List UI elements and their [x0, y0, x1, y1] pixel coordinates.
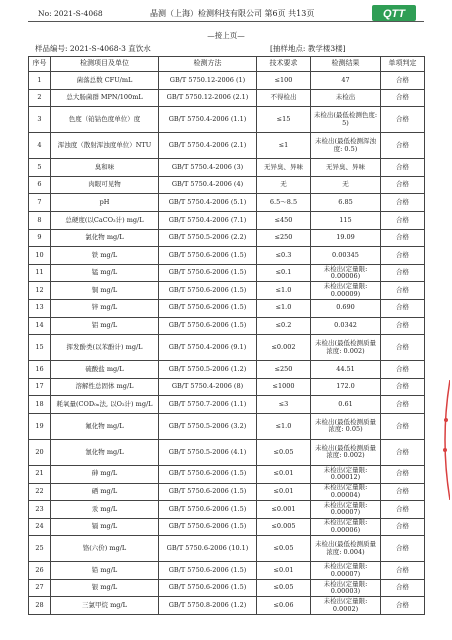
test-method: GB/T 5750.4-2006 (3) — [159, 159, 257, 177]
requirement: ≤0.05 — [257, 579, 311, 597]
header-divider — [28, 21, 424, 22]
row-number: 3 — [29, 107, 51, 133]
test-item: 色度（铂钴色度单位）度 — [51, 107, 159, 133]
test-result: 未检出(最低检测质量浓度: 0.05) — [311, 413, 381, 439]
row-number: 6 — [29, 176, 51, 194]
test-method: GB/T 5750.12-2006 (2.1) — [159, 89, 257, 107]
judgement: 合格 — [381, 211, 425, 229]
test-item: 铁 mg/L — [51, 247, 159, 265]
requirement: 无异臭、异味 — [257, 159, 311, 177]
sample-id: 样品编号: 2021-S-4068-3 直饮水 — [35, 44, 151, 53]
row-number: 23 — [29, 501, 51, 519]
test-method: GB/T 5750.12-2006 (1) — [159, 72, 257, 90]
requirement: ≤0.05 — [257, 439, 311, 465]
table-row — [29, 89, 425, 107]
test-item: 铬(六价) mg/L — [51, 536, 159, 562]
test-result: 未检出(最低检测质量浓度: 0.002) — [311, 439, 381, 465]
row-number: 9 — [29, 229, 51, 247]
test-item: 浑浊度（散射浑浊度单位）NTU — [51, 133, 159, 159]
table-row — [29, 361, 425, 379]
requirement: ≤1.0 — [257, 413, 311, 439]
requirement: ≤250 — [257, 361, 311, 379]
table-row — [29, 483, 425, 501]
test-method: GB/T 5750.4-2006 (8) — [159, 378, 257, 396]
test-result: 无异臭、异味 — [311, 159, 381, 177]
row-number: 28 — [29, 597, 51, 615]
test-method: GB/T 5750.6-2006 (1.5) — [159, 518, 257, 536]
requirement: ≤100 — [257, 72, 311, 90]
test-result: 未检出(最低检测质量浓度: 0.002) — [311, 335, 381, 361]
requirement: ≤450 — [257, 211, 311, 229]
requirement: ≤0.001 — [257, 501, 311, 519]
row-number: 21 — [29, 465, 51, 483]
judgement: 合格 — [381, 361, 425, 379]
requirement: ≤1 — [257, 133, 311, 159]
test-result: 未检出(定量限: 0.00007) — [311, 562, 381, 580]
row-number: 7 — [29, 194, 51, 212]
row-number: 24 — [29, 518, 51, 536]
test-item: 镉 mg/L — [51, 518, 159, 536]
test-method: GB/T 5750.8-2006 (1.2) — [159, 597, 257, 615]
row-number: 27 — [29, 579, 51, 597]
test-method: GB/T 5750.6-2006 (1.5) — [159, 299, 257, 317]
test-item: 铜 mg/L — [51, 282, 159, 300]
test-method: GB/T 5750.7-2006 (1.1) — [159, 396, 257, 414]
test-method: GB/T 5750.6-2006 (1.5) — [159, 317, 257, 335]
judgement: 合格 — [381, 299, 425, 317]
table-row — [29, 579, 425, 597]
requirement: ≤0.01 — [257, 483, 311, 501]
row-number: 8 — [29, 211, 51, 229]
test-method: GB/T 5750.4-2006 (5.1) — [159, 194, 257, 212]
test-method: GB/T 5750.6-2006 (1.5) — [159, 579, 257, 597]
row-number: 2 — [29, 89, 51, 107]
test-method: GB/T 5750.4-2006 (1.1) — [159, 107, 257, 133]
judgement: 合格 — [381, 597, 425, 615]
table-row — [29, 439, 425, 465]
test-method: GB/T 5750.4-2006 (7.1) — [159, 211, 257, 229]
company-logo — [372, 5, 416, 21]
test-item: 银 mg/L — [51, 579, 159, 597]
test-item: 挥发酚类(以苯酚计) mg/L — [51, 335, 159, 361]
test-item: 溶解性总固体 mg/L — [51, 378, 159, 396]
table-row — [29, 597, 425, 615]
requirement: ≤0.002 — [257, 335, 311, 361]
test-result: 未检出(最低检测质量浓度: 0.004) — [311, 536, 381, 562]
test-item: 总大肠菌群 MPN/100mL — [51, 89, 159, 107]
test-item: 硒 mg/L — [51, 483, 159, 501]
requirement: ≤0.2 — [257, 317, 311, 335]
test-item: 铝 mg/L — [51, 317, 159, 335]
test-item: 总硬度(以CaCO₃计) mg/L — [51, 211, 159, 229]
test-result: 172.0 — [311, 378, 381, 396]
row-number: 20 — [29, 439, 51, 465]
test-item: 氰化物 mg/L — [51, 439, 159, 465]
test-item: 砷 mg/L — [51, 465, 159, 483]
judgement: 合格 — [381, 229, 425, 247]
judgement: 合格 — [381, 413, 425, 439]
test-item: 锰 mg/L — [51, 264, 159, 282]
requirement: ≤1000 — [257, 378, 311, 396]
test-item: 肉眼可见物 — [51, 176, 159, 194]
col-header: 序号 — [29, 57, 51, 72]
test-method: GB/T 5750.5-2006 (4.1) — [159, 439, 257, 465]
table-row — [29, 229, 425, 247]
table-row — [29, 501, 425, 519]
judgement: 合格 — [381, 579, 425, 597]
test-item: 汞 mg/L — [51, 501, 159, 519]
row-number: 16 — [29, 361, 51, 379]
continued-note: —接上页— — [207, 31, 245, 40]
table-row — [29, 107, 425, 133]
requirement: ≤0.01 — [257, 465, 311, 483]
row-number: 25 — [29, 536, 51, 562]
test-method: GB/T 5750.4-2006 (4) — [159, 176, 257, 194]
test-item: 氯化物 mg/L — [51, 229, 159, 247]
table-row — [29, 176, 425, 194]
test-item: 硫酸盐 mg/L — [51, 361, 159, 379]
judgement: 合格 — [381, 133, 425, 159]
watermark-seal — [438, 380, 450, 500]
test-result: 未检出(最低检测浑浊度: 0.5) — [311, 133, 381, 159]
requirement: 6.5～8.5 — [257, 194, 311, 212]
test-method: GB/T 5750.6-2006 (1.5) — [159, 247, 257, 265]
judgement: 合格 — [381, 72, 425, 90]
judgement: 合格 — [381, 562, 425, 580]
test-method: GB/T 5750.6-2006 (1.5) — [159, 562, 257, 580]
table-row — [29, 562, 425, 580]
test-item: pH — [51, 194, 159, 212]
table-row — [29, 264, 425, 282]
test-method: GB/T 5750.6-2006 (1.5) — [159, 465, 257, 483]
col-header: 技术要求 — [257, 57, 311, 72]
table-row — [29, 465, 425, 483]
test-item: 氟化物 mg/L — [51, 413, 159, 439]
requirement: ≤250 — [257, 229, 311, 247]
test-result: 47 — [311, 72, 381, 90]
document-number: No: 2021-S-4068 — [38, 9, 103, 18]
requirement: ≤0.05 — [257, 536, 311, 562]
row-number: 14 — [29, 317, 51, 335]
table-row — [29, 317, 425, 335]
table-row — [29, 518, 425, 536]
test-result: 未检出(最低检测色度: 5) — [311, 107, 381, 133]
test-method: GB/T 5750.5-2006 (2.2) — [159, 229, 257, 247]
test-method: GB/T 5750.4-2006 (9.1) — [159, 335, 257, 361]
requirement: ≤0.06 — [257, 597, 311, 615]
test-result: 44.51 — [311, 361, 381, 379]
row-number: 10 — [29, 247, 51, 265]
row-number: 19 — [29, 413, 51, 439]
table-row — [29, 247, 425, 265]
requirement: 无 — [257, 176, 311, 194]
table-row — [29, 378, 425, 396]
row-number: 4 — [29, 133, 51, 159]
test-method: GB/T 5750.5-2006 (1.2) — [159, 361, 257, 379]
judgement: 合格 — [381, 483, 425, 501]
requirement: ≤3 — [257, 396, 311, 414]
judgement: 合格 — [381, 536, 425, 562]
test-result: 未检出(定量限: 0.00004) — [311, 483, 381, 501]
judgement: 合格 — [381, 89, 425, 107]
test-result: 未检出(定量限: 0.00012) — [311, 465, 381, 483]
row-number: 18 — [29, 396, 51, 414]
test-item: 臭和味 — [51, 159, 159, 177]
requirement: ≤0.005 — [257, 518, 311, 536]
judgement: 合格 — [381, 518, 425, 536]
test-result: 未检出 — [311, 89, 381, 107]
test-result: 未检出(定量限: 0.0002) — [311, 597, 381, 615]
company-page-info: 晶测（上海）检测科技有限公司 第6页 共13页 — [150, 9, 315, 18]
test-method: GB/T 5750.6-2006 (1.5) — [159, 483, 257, 501]
test-result: 未检出(定量限: 0.00003) — [311, 579, 381, 597]
requirement: ≤1.0 — [257, 282, 311, 300]
requirement: ≤0.1 — [257, 264, 311, 282]
test-method: GB/T 5750.4-2006 (2.1) — [159, 133, 257, 159]
test-result: 0.0342 — [311, 317, 381, 335]
report-header — [0, 0, 452, 26]
row-number: 12 — [29, 282, 51, 300]
judgement: 合格 — [381, 465, 425, 483]
judgement: 合格 — [381, 176, 425, 194]
test-result: 115 — [311, 211, 381, 229]
judgement: 合格 — [381, 247, 425, 265]
col-header: 检测项目及单位 — [51, 57, 159, 72]
test-result: 6.85 — [311, 194, 381, 212]
table-row — [29, 194, 425, 212]
requirement: ≤15 — [257, 107, 311, 133]
test-result: 0.00345 — [311, 247, 381, 265]
test-item: 耗氧量(COD₀ₙ法, 以O₂计) mg/L — [51, 396, 159, 414]
row-number: 17 — [29, 378, 51, 396]
judgement: 合格 — [381, 264, 425, 282]
test-result: 19.09 — [311, 229, 381, 247]
test-item: 菌落总数 CFU/mL — [51, 72, 159, 90]
logo-text: QTT — [383, 8, 405, 20]
table-body — [29, 72, 425, 615]
judgement: 合格 — [381, 396, 425, 414]
table-row — [29, 396, 425, 414]
table-row — [29, 335, 425, 361]
test-method: GB/T 5750.6-2006 (1.5) — [159, 282, 257, 300]
table-row — [29, 211, 425, 229]
results-table — [28, 56, 425, 615]
row-number: 13 — [29, 299, 51, 317]
judgement: 合格 — [381, 501, 425, 519]
test-item: 铅 mg/L — [51, 562, 159, 580]
test-result: 未检出(定量限: 0.00006) — [311, 518, 381, 536]
table-row — [29, 159, 425, 177]
row-number: 15 — [29, 335, 51, 361]
row-number: 5 — [29, 159, 51, 177]
judgement: 合格 — [381, 317, 425, 335]
test-method: GB/T 5750.6-2006 (1.5) — [159, 501, 257, 519]
test-result: 0.61 — [311, 396, 381, 414]
table-row — [29, 282, 425, 300]
row-number: 26 — [29, 562, 51, 580]
judgement: 合格 — [381, 107, 425, 133]
table-row — [29, 536, 425, 562]
table-row — [29, 413, 425, 439]
table-row — [29, 299, 425, 317]
test-result: 未检出(定量限: 0.00007) — [311, 501, 381, 519]
test-item: 三氯甲烷 mg/L — [51, 597, 159, 615]
table-header-row — [29, 57, 425, 72]
test-result: 未检出(定量限: 0.00009) — [311, 282, 381, 300]
row-number: 1 — [29, 72, 51, 90]
judgement: 合格 — [381, 159, 425, 177]
judgement: 合格 — [381, 194, 425, 212]
requirement: ≤1.0 — [257, 299, 311, 317]
test-method: GB/T 5750.5-2006 (3.2) — [159, 413, 257, 439]
table-row — [29, 72, 425, 90]
table-row — [29, 133, 425, 159]
judgement: 合格 — [381, 335, 425, 361]
judgement: 合格 — [381, 439, 425, 465]
row-number: 11 — [29, 264, 51, 282]
test-item: 锌 mg/L — [51, 299, 159, 317]
test-result: 0.690 — [311, 299, 381, 317]
judgement: 合格 — [381, 282, 425, 300]
col-header: 检测方法 — [159, 57, 257, 72]
requirement: ≤0.01 — [257, 562, 311, 580]
test-result: 无 — [311, 176, 381, 194]
requirement: ≤0.3 — [257, 247, 311, 265]
judgement: 合格 — [381, 378, 425, 396]
col-header: 单项判定 — [381, 57, 425, 72]
test-result: 未检出(定量限: 0.00006) — [311, 264, 381, 282]
test-method: GB/T 5750.6-2006 (10.1) — [159, 536, 257, 562]
requirement: 不得检出 — [257, 89, 311, 107]
test-method: GB/T 5750.6-2006 (1.5) — [159, 264, 257, 282]
col-header: 检测结果 — [311, 57, 381, 72]
sampling-location: [抽样地点: 教学楼3楼] — [270, 44, 346, 53]
row-number: 22 — [29, 483, 51, 501]
